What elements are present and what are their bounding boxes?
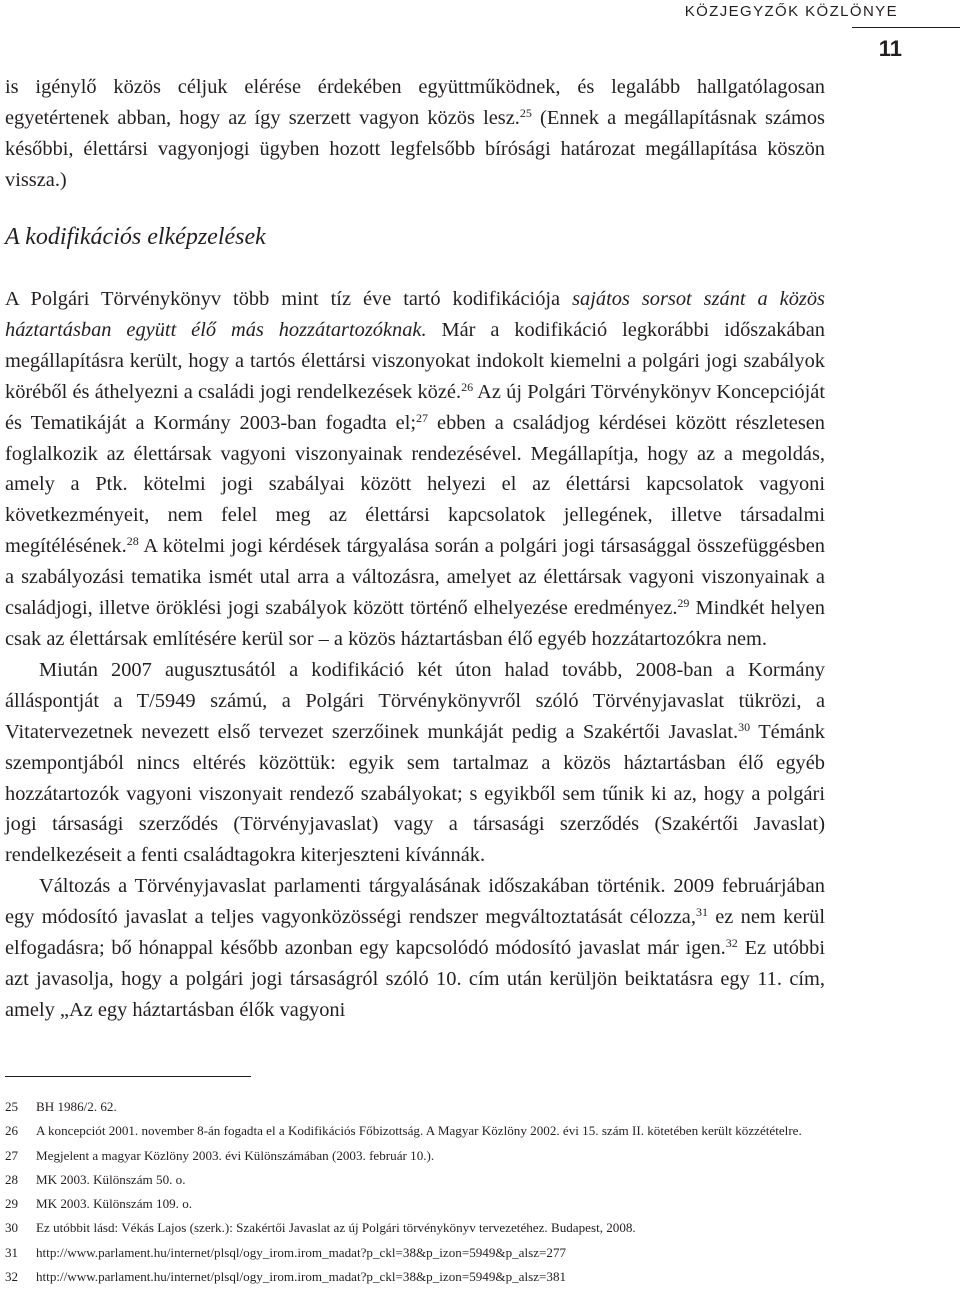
paragraph-text: Mindkét helyen csak az élettársak említésére kerül sor – a közös háztartásban élő egyéb hozzátartozókra nem. — [5, 597, 825, 650]
footnote-number: 32 — [5, 1269, 19, 1285]
emphasis-text: sajátos sorsot szánt a közös háztartásban együtt élő más hozzátartozóknak. — [5, 288, 825, 341]
paragraph-text: Ez utóbbi azt javasolja, hogy a polgári jogi társaságról szóló 10. cím után kerüljön beiktatásra egy 11. cím, amely „Az egy háztartásban élők vagyoni — [5, 937, 825, 1021]
footnote-ref: 25 — [519, 105, 532, 120]
footnote-number: 29 — [5, 1196, 19, 1212]
intro-text: (Ennek a megállapításnak számos későbbi, élettársi vagyonjogi ügyben hozott legfelsőbb bírósági határozat megállapítása köszön vissza.) — [5, 106, 825, 191]
footnote-number: 27 — [5, 1147, 19, 1163]
footnote-separator — [5, 1076, 251, 1077]
intro-text: is igénylő közös céljuk elérése érdekében együttműködnek, és legalább hallgatólagosan egyetértenek abban, hogy az így szerzett vagyon közös lesz. — [5, 76, 825, 129]
footnote — [5, 1119, 825, 1143]
footnote-ref: 31 — [695, 904, 708, 919]
paragraph-text: Változás a Törvényjavaslat parlamenti tárgyalásának időszakában történik. 2009 februárjában egy módosító javaslat a teljes vagyonközösségi rendszer megváltoztatását célozza, — [5, 875, 825, 929]
section-heading: A kodifikációs elképzelések — [5, 224, 266, 250]
footnote-text: Megjelent a magyar Közlöny 2003. évi Különszámában (2003. február 10.). — [36, 1147, 435, 1163]
footnote-number: 31 — [5, 1244, 19, 1260]
footnote — [5, 1144, 825, 1168]
footnote — [5, 1265, 825, 1289]
footnote — [5, 1192, 825, 1216]
intro-paragraph — [5, 72, 825, 196]
paragraph-2 — [5, 655, 825, 871]
footnote-text: Ez utóbbit lásd: Vékás Lajos (szerk.): Szakértői Javaslat az új Polgári törvénykönyv tervezetéhez. Budapest, 2008. — [36, 1220, 636, 1236]
header-rule — [852, 27, 960, 28]
footnote — [5, 1241, 825, 1265]
paragraph-1 — [5, 284, 825, 655]
footnote-ref: 29 — [677, 595, 690, 610]
footnote-ref: 26 — [461, 379, 474, 394]
paragraph-text: Miután 2007 augusztusától a kodifikáció két úton halad tovább, 2008-ban a Kormány álláspontját a T/5949 számú, a Polgári Törvénykönyvről szóló Törvényjavaslat tükrözi, a Vitatervezetnek nevezett első tervezet szerzőinek munkáját pedig a Szakértői Javaslat. — [5, 658, 825, 743]
footnote-text: A koncepciót 2001. november 8-án fogadta el a Kodifikációs Főbizottság. A Magyar Közlöny 2002. évi 15. szám II. kötetében került közzétételre. — [36, 1123, 802, 1139]
paragraph-text: A kötelmi jogi kérdések tárgyalása során a polgári jogi társasággal összefüggésben a szabályozási tematika ismét utal arra a változásra, amelyet az élettársak vagyoni viszonyainak a családjogi, illetve öröklési jogi szabályok között történő elhelyezése eredményez. — [5, 535, 825, 620]
journal-title: KÖZJEGYZŐK KÖZLÖNYE — [684, 3, 898, 20]
footnote — [5, 1216, 825, 1240]
footnote-text: BH 1986/2. 62. — [36, 1099, 117, 1114]
page-number: 11 — [878, 36, 902, 61]
footnote-text: MK 2003. Különszám 109. o. — [36, 1196, 193, 1212]
footnote-ref: 32 — [725, 935, 738, 950]
footnote-number: 26 — [5, 1123, 19, 1139]
footnote-number: 25 — [5, 1099, 19, 1114]
paragraph-text: Már a kodifikáció legkorábbi időszakában megállapításra került, hogy a tartós élettársi viszonyokat indokolt kiemelni a polgári jogi szabályok köréből és áthelyezni a családi jogi rendelkezések közé. — [5, 318, 825, 403]
paragraph-text: Az új Polgári Törvénykönyv Koncepcióját és Tematikáját a Kormány 2003-ban fogadta el; — [5, 380, 825, 434]
main-text — [5, 284, 825, 1026]
footnote-ref: 27 — [416, 410, 429, 425]
footnote-link[interactable]: http://www.parlament.hu/internet/plsql/ogy_irom.irom_madat?p_ckl=38&p_izon=5949&p_alsz=381 — [36, 1269, 567, 1285]
paragraph-text: Témánk szempontjából nincs eltérés közöttük: egyik sem tartalmaz a közös háztartásban élő egyéb hozzátartozók vagyoni viszonyait rendező szabályokat; s egyikből sem tűnik ki az, hogy a polgári jogi társasági szerződés (Törvényjavaslat) vagy a társasági szerződés (Szakértői Javaslat) rendelkezéseit a fenti családtagokra kiterjeszteni kívánnák. — [5, 720, 826, 867]
footnote — [5, 1168, 825, 1192]
footnote-ref: 30 — [738, 719, 751, 734]
paragraph-text: A Polgári Törvénykönyv több mint tíz éve tartó kodifikációja — [5, 288, 573, 310]
footnote-link[interactable]: http://www.parlament.hu/internet/plsql/ogy_irom.irom_madat?p_ckl=38&p_izon=5949&p_alsz=277 — [36, 1244, 567, 1260]
footnotes — [5, 1095, 825, 1289]
footnote — [5, 1095, 825, 1119]
footnote-ref: 28 — [126, 534, 139, 549]
paragraph-text: ez nem kerül elfogadásra; bő hónappal később azonban egy kapcsolódó módosító javaslat már igen. — [5, 906, 825, 960]
paragraph-3 — [5, 871, 825, 1026]
footnote-text: MK 2003. Különszám 50. o. — [36, 1171, 186, 1187]
footnote-number: 28 — [5, 1171, 19, 1187]
footnote-number: 30 — [5, 1220, 19, 1236]
paragraph-text: ebben a családjog kérdései között részletesen foglalkozik az élettársak vagyoni viszonyainak rendezésével. Megállapítja, hogy az a megoldás, amely a Ptk. kötelmi jogi szabályai között helyezi el az élettársi kapcsolatok vagyoni következményeit, nem felel meg az élettársi kapcsolatok jellegének, illetve társadalmi megítélésének. — [5, 411, 825, 558]
